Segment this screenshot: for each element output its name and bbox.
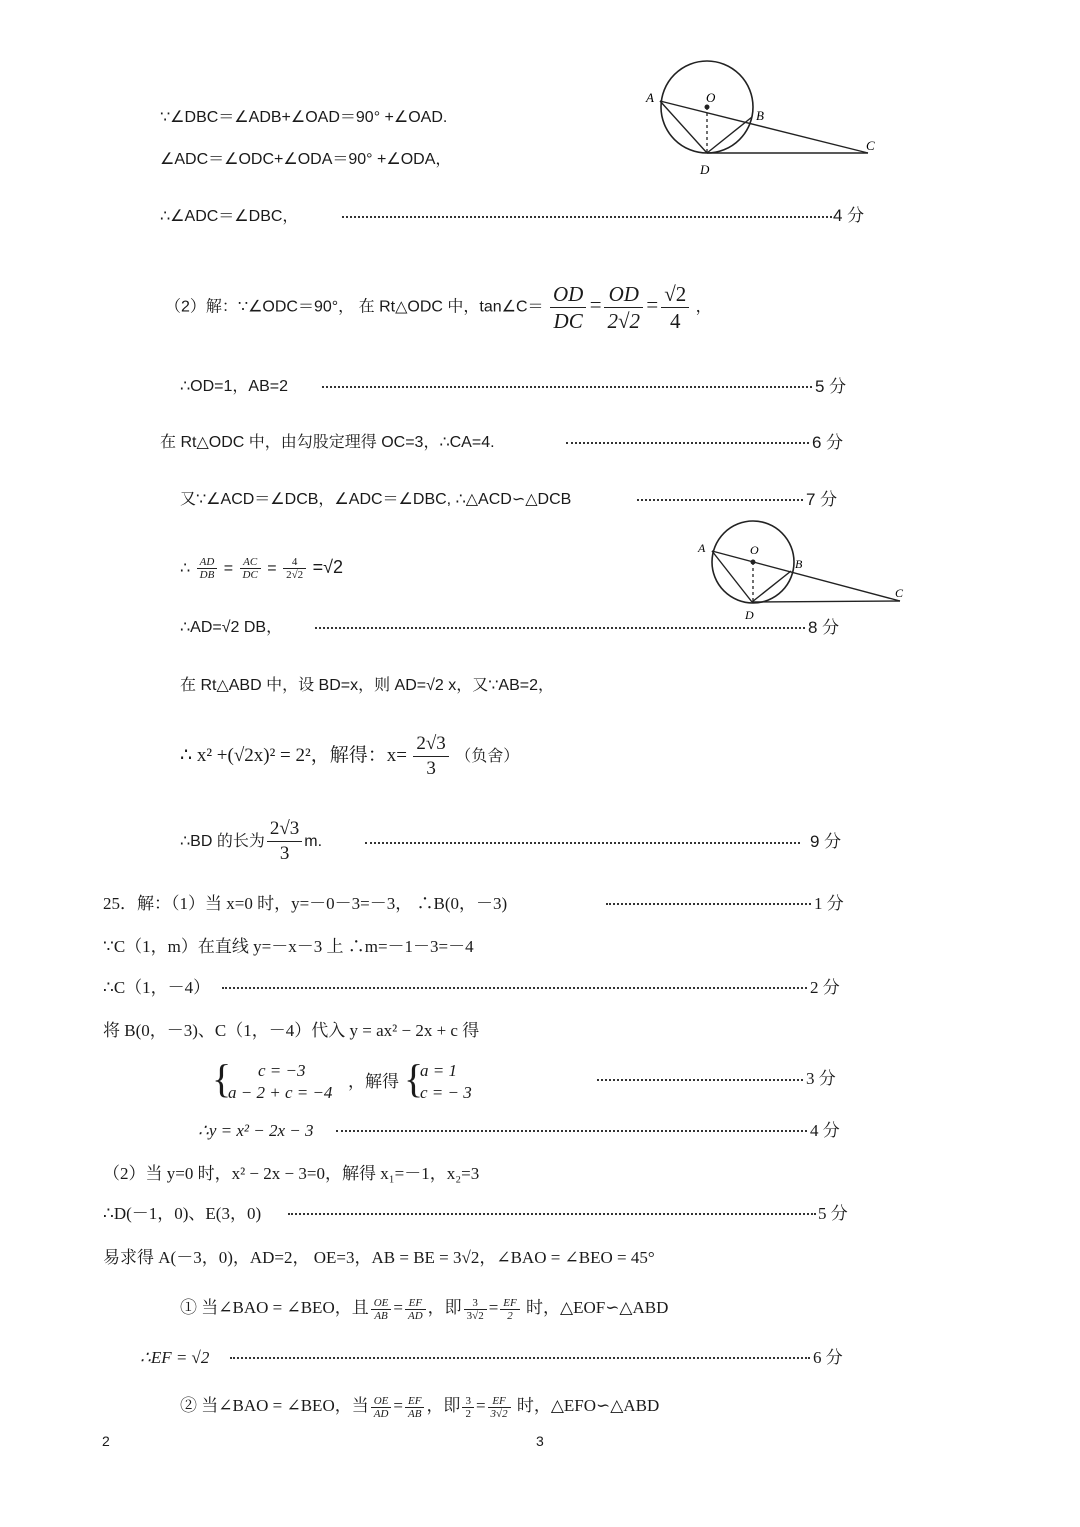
score-2: 2 分 — [810, 978, 840, 997]
fraction — [371, 1297, 392, 1322]
numerator: OE — [371, 1395, 392, 1408]
fraction — [550, 281, 586, 334]
numerator: 3 — [464, 1297, 487, 1310]
tan-prefix: （2）解：∵∠ODC＝90°， 在 Rt△ODC 中，tan∠C＝ — [165, 298, 544, 316]
numerator: OD — [604, 281, 643, 308]
numerator: OD — [550, 281, 586, 308]
dotted-leader — [315, 627, 805, 629]
label-d: D — [700, 162, 710, 177]
circle-tangent-diagram-1 — [640, 60, 890, 180]
denominator: 3 — [426, 758, 436, 780]
dotted-leader — [637, 499, 803, 501]
dotted-leader — [288, 1213, 816, 1215]
system-2-eq1: a = 1 — [420, 1061, 457, 1080]
line-25-1: 25．解：（1）当 x=0 时，y=－0－3=－3， ∴B(0，－3) — [103, 894, 508, 913]
line-25-de: ∴D(－1，0)、E(3，0) — [103, 1204, 262, 1223]
denominator: DC — [553, 309, 583, 333]
line-25-parabola: ∴y = x² − 2x − 3 — [198, 1121, 314, 1140]
denominator: 2√2 — [286, 569, 304, 582]
denominator: 3√2 — [490, 1407, 508, 1420]
denominator: 2 — [507, 1309, 513, 1322]
negative-discarded: （负舍） — [455, 748, 520, 765]
ratio-result: =√2 — [312, 557, 343, 577]
denominator: 2√2 — [607, 309, 641, 333]
line-ad — [660, 101, 707, 153]
line-25-roots: （2）当 y=0 时，x² − 2x − 3=0，解得 x₁=－1，x₂=3 — [103, 1164, 480, 1183]
system-1-eq1: c = −3 — [258, 1061, 306, 1080]
fraction — [240, 556, 261, 581]
denominator: AD — [373, 1407, 389, 1420]
line-pythagoras: 在 Rt△ODC 中，由勾股定理得 OC=3，∴CA=4. — [160, 434, 495, 451]
center-dot — [705, 105, 710, 110]
score-5: 5 分 — [815, 377, 847, 396]
fraction — [464, 1297, 487, 1322]
numerator: AC — [240, 556, 261, 569]
dotted-leader — [342, 216, 832, 218]
dotted-leader — [230, 1357, 810, 1359]
line-bd-length — [180, 814, 322, 870]
line-adc-eq-dbc: ∴∠ADC＝∠DBC， — [160, 208, 299, 225]
case2-label: ② 当∠BAO = ∠BEO，当 — [180, 1396, 369, 1415]
numerator: EF — [500, 1297, 519, 1310]
line-equation-x — [180, 729, 519, 785]
fraction — [661, 281, 689, 334]
fraction — [197, 556, 218, 581]
line-adc-angle: ∠ADC＝∠ODC+∠ODA＝90° +∠ODA， — [160, 151, 452, 168]
case2-result: 时，△EFO∽△ABD — [516, 1396, 660, 1415]
dotted-leader — [222, 987, 807, 989]
label-o: O — [706, 90, 716, 105]
brace-left: { — [212, 1056, 232, 1101]
fraction — [371, 1395, 392, 1420]
dotted-leader — [322, 386, 812, 388]
line-tan-c: （2）解：∵∠ODC＝90°， 在 Rt△ODC 中，tan∠C＝ $\frac{OD}{DC}$ = $\frac{OD}{2√2}$ = $\frac{√2}{4}$ ， — [165, 282, 712, 333]
line-od-ab: ∴OD=1，AB=2 — [180, 378, 289, 395]
score-9: 9 分 — [810, 832, 842, 851]
circle-tangent-diagram-2 — [690, 515, 910, 625]
score-4: 4 分 — [833, 206, 865, 225]
line-25-2: ∵C（1，m）在直线 y=－x－3 上 ∴m=－1－3=－4 — [103, 937, 474, 956]
label-a: A — [698, 541, 706, 555]
score-7: 7 分 — [806, 490, 838, 509]
numerator: EF — [405, 1297, 426, 1310]
score-8: 8 分 — [808, 618, 840, 637]
brace-right: { — [404, 1056, 424, 1101]
line-set-bd: 在 Rt△ABD 中，设 BD=x，则 AD=√2 x，又∵AB=2， — [180, 677, 555, 694]
fraction — [405, 1395, 424, 1420]
denominator: DB — [199, 569, 215, 582]
line-similar-triangles: 又∵∠ACD＝∠DCB，∠ADC＝∠DBC, ∴△ACD∽△DCB — [180, 491, 572, 508]
fraction — [604, 281, 643, 334]
dotted-leader — [597, 1079, 803, 1081]
line-25-a: 易求得 A(－3，0)，AD=2， OE=3，AB = BE = 3√2，∠BAO = ∠BEO = 45° — [103, 1248, 655, 1267]
dotted-leader — [365, 842, 800, 844]
page-number-right: 3 — [536, 1433, 544, 1449]
denominator: AB — [374, 1309, 388, 1322]
label-c: C — [895, 586, 904, 600]
label-a: A — [646, 90, 654, 105]
dotted-leader — [606, 903, 811, 905]
system-2-eq2: c = − 3 — [420, 1083, 472, 1102]
score-1: 1 分 — [814, 894, 844, 913]
fraction — [413, 732, 448, 781]
denominator: 2 — [465, 1407, 471, 1420]
score-5b: 5 分 — [818, 1204, 848, 1223]
line-25-ef: ∴EF = √2 — [140, 1348, 210, 1367]
numerator: 2√3 — [267, 817, 302, 842]
denominator: DC — [242, 569, 258, 582]
equation: ∴ x² +(√2x)² = 2²，解得：x= — [180, 745, 407, 766]
fraction — [500, 1297, 519, 1322]
numerator: 3 — [462, 1395, 474, 1408]
case1-label: ① 当∠BAO = ∠BEO，且 — [180, 1298, 369, 1317]
line-25-case1: ① 当∠BAO = ∠BEO，且 $\frac{OE}{AB}$ = $\frac{EF}{AD}$ ，即 $\frac{3}{3√2}$ = $\frac{EF}{2}$ 时，△EOF∽△ABD — [180, 1296, 669, 1322]
numerator: 4 — [283, 556, 306, 569]
namely-label: ，即 — [426, 1396, 461, 1415]
page-number-left: 2 — [102, 1433, 110, 1449]
line-25-case2: ② 当∠BAO = ∠BEO，当 $\frac{OE}{AD}$ = $\frac{EF}{AB}$ ，即 $\frac{3}{2}$ = $\frac{EF}{3√2}$ 时，△EFO∽△ABD — [180, 1394, 660, 1420]
case1-result: 时，△EOF∽△ABD — [526, 1298, 669, 1317]
line-25-4: 将 B(0，－3)、C（1，－4）代入 y = ax² − 2x + c 得 — [103, 1021, 480, 1040]
therefore-symbol: ∴ — [180, 560, 191, 577]
score-4b: 4 分 — [810, 1121, 840, 1140]
line-dbc-angle: ∵∠DBC＝∠ADB+∠OAD＝90° +∠OAD. — [160, 109, 448, 126]
denominator: 3√2 — [466, 1309, 484, 1322]
numerator: 2√3 — [413, 732, 448, 757]
fraction — [283, 556, 306, 581]
tan-suffix: ， — [695, 298, 712, 316]
label-d: D — [745, 608, 754, 622]
numerator: EF — [405, 1395, 424, 1408]
denominator: AD — [407, 1309, 423, 1322]
numerator: EF — [488, 1395, 511, 1408]
score-6b: 6 分 — [813, 1348, 843, 1367]
fraction — [462, 1395, 474, 1420]
line-ratio: ∴ $\frac{AD}{DB}$ = $\frac{AC}{DC}$ = $\frac{4}{2√2}$ =√2 — [180, 556, 343, 582]
line-ad-db: ∴AD=√2 DB， — [180, 619, 283, 636]
unit: m. — [304, 833, 323, 850]
bd-label: ∴BD 的长为 — [180, 833, 265, 850]
fraction — [488, 1395, 511, 1420]
denominator: AB — [407, 1407, 422, 1420]
numerator: AD — [197, 556, 218, 569]
fraction — [267, 817, 302, 866]
line-ac — [660, 101, 868, 153]
dotted-leader — [336, 1130, 807, 1132]
numerator: √2 — [661, 281, 689, 308]
solve-label: ，解得 — [348, 1072, 399, 1091]
numerator: OE — [371, 1297, 392, 1310]
dotted-leader — [566, 442, 809, 444]
label-o: O — [750, 543, 759, 557]
score-6: 6 分 — [812, 433, 844, 452]
score-3: 3 分 — [806, 1069, 836, 1088]
label-b: B — [795, 557, 803, 571]
denominator: 3 — [279, 843, 290, 865]
label-b: B — [756, 108, 764, 123]
denominator: 4 — [669, 309, 681, 333]
system-1-eq2: a − 2 + c = −4 — [228, 1083, 333, 1102]
line-25-3: ∴C（1，－4） — [103, 978, 211, 997]
namely-label: ，即 — [427, 1298, 462, 1317]
fraction — [405, 1297, 426, 1322]
label-c: C — [866, 138, 875, 153]
